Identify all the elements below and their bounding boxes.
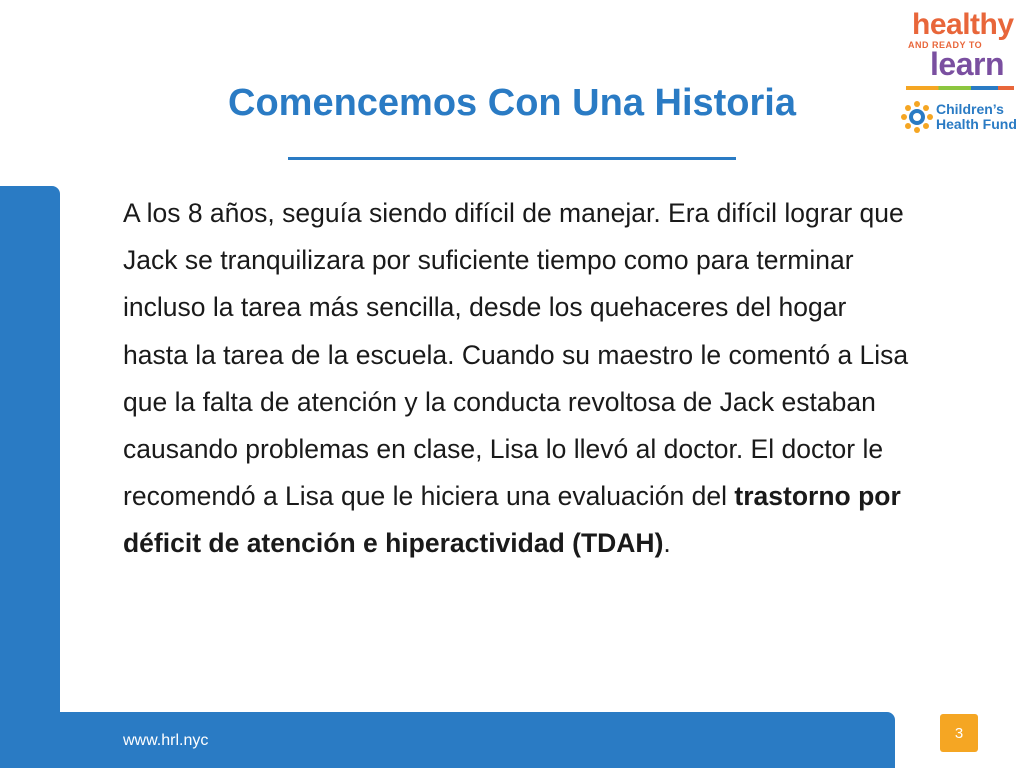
title-underline xyxy=(288,157,736,160)
left-accent-bar xyxy=(0,186,60,768)
partner-line-2: Health Fund xyxy=(936,116,1017,132)
logo-healthy-text: healthy xyxy=(912,8,1014,41)
slide-title: Comencemos Con Una Historia xyxy=(228,82,796,124)
logo-ready-text: AND READY TO xyxy=(908,40,983,50)
partner-line-1: Children’s xyxy=(936,101,1004,117)
body-text-end: . xyxy=(663,528,671,559)
slide-body xyxy=(123,190,913,568)
sun-icon xyxy=(900,100,934,134)
body-text-plain: A los 8 años, seguía siendo difícil de manejar. Era difícil lograr que Jack se tranquilizara por suficiente tiempo como para terminar incluso la tarea más sencilla, desde los quehaceres del hogar hasta la tarea de la escuela. Cuando su maestro le comentó a Lisa que la falta de atención y la conducta revoltosa de Jack estaban causando problemas en clase, Lisa lo llevó al doctor. El doctor le recomendó a Lisa que le hiciera una evaluación del xyxy=(123,198,909,512)
footer-url[interactable]: www.hrl.nyc xyxy=(123,732,209,749)
page-number-badge: 3 xyxy=(940,714,978,752)
body-text-bold: trastorno por déficit de atención e hiperactividad (TDAH) xyxy=(123,481,901,559)
logo-learn-text: learn xyxy=(930,46,1004,82)
pencil-icon xyxy=(906,86,1014,90)
childrens-health-fund-text xyxy=(936,102,1017,132)
healthy-ready-to-learn-logo xyxy=(898,8,1018,138)
